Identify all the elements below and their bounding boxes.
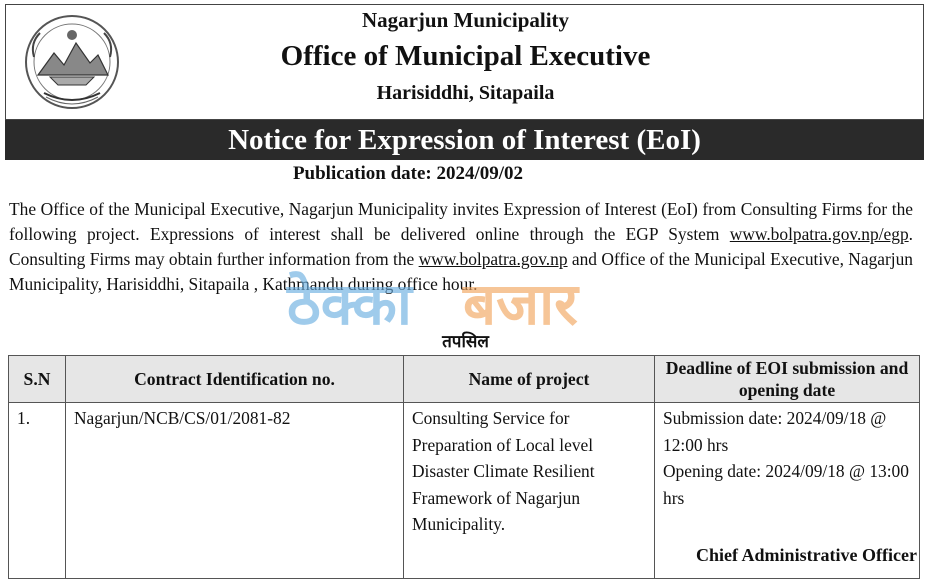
signoff-title: Chief Administrative Officer (696, 545, 917, 565)
cell-contract: Nagarjun/NCB/CS/01/2081-82 (66, 403, 404, 579)
bolpatra-link[interactable]: www.bolpatra.gov.np (418, 249, 568, 269)
body-text-2: . Consulting Firms may obtain further information from the (9, 224, 913, 269)
svg-text:ठेक्का: ठेक्का (287, 270, 412, 338)
header-sn: S.N (9, 356, 66, 403)
cell-project: Consulting Service for Preparation of Local level Disaster Climate Resilient Framework of Nagarjun Municipality. (404, 403, 655, 579)
svg-text:बजार: बजार (463, 270, 578, 338)
notice-body (9, 197, 913, 297)
header-project: Name of project (404, 356, 655, 403)
header-deadline: Deadline of EOI submission and opening date (655, 356, 920, 403)
publication-date: Publication date: 2024/09/02 (292, 163, 524, 184)
body-text-3: and Office of the Municipal Executive, Nagarjun Municipality, Harisiddhi, Sitapaila , Kathmandu during office hour. (9, 249, 914, 294)
table-header-row (9, 356, 920, 403)
municipality-name: Nagarjun Municipality (361, 8, 570, 32)
office-address: Harisiddhi, Sitapaila (376, 82, 555, 104)
notice-title: Notice for Expression of Interest (EoI) (5, 120, 924, 160)
body-text-1: The Office of the Municipal Executive, Nagarjun Municipality invites Expression of Interest (EoI) from Consulting Firms for the following project. Expressions of interest shall be delivered online through the EGP System (9, 199, 913, 244)
submission-date: Submission date: 2024/09/18 @ 12:00 hrs (663, 408, 900, 455)
table-caption: तपसिल (442, 332, 489, 352)
egp-link[interactable]: www.bolpatra.gov.np/egp (729, 224, 909, 244)
opening-date: Opening date: 2024/09/18 @ 13:00 hrs (663, 461, 909, 508)
header-contract: Contract Identification no. (66, 356, 404, 403)
cell-sn: 1. (9, 403, 66, 579)
office-title: Office of Municipal Executive (280, 40, 651, 72)
